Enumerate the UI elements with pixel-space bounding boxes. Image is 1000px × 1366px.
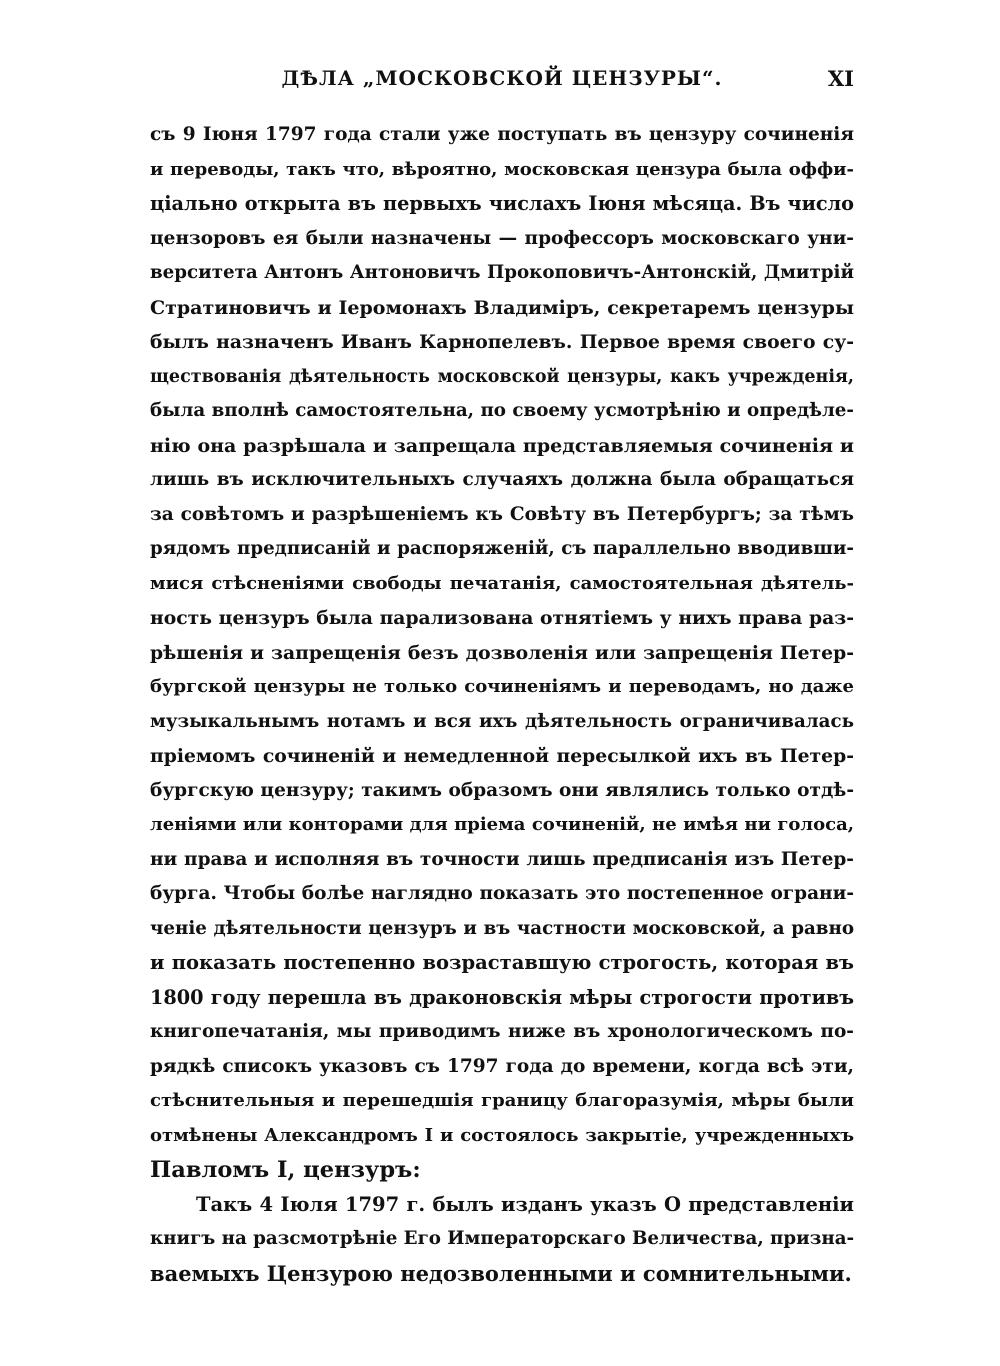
text-line: и переводы, такъ что, вѣроятно, московская цензура была оффи- — [150, 158, 854, 180]
text-line: 1800 году перешла въ драконовскія мѣры строгости противъ — [150, 985, 854, 1009]
text-line: бургской цензуры не только сочиненіямъ и переводамъ, но даже — [150, 676, 854, 697]
text-line: мися стѣсненіями свободы печатанія, самостоятельная дѣятель- — [150, 572, 854, 594]
text-line: лишь въ исключительныхъ случаяхъ должна была обращаться — [150, 469, 854, 490]
text-line: Такъ 4 Іюля 1797 г. былъ изданъ указъ О представленіи — [196, 1192, 854, 1216]
text-line: Павломъ I, цензуръ: — [150, 1157, 421, 1183]
text-line: пріемомъ сочиненій и немедленной пересылкой ихъ въ Петер- — [150, 745, 854, 767]
text-line: рядкѣ списокъ указовъ съ 1797 года до времени, когда всѣ эти, — [150, 1055, 854, 1077]
text-line: за совѣтомъ и разрѣшеніемъ къ Совѣту въ Петербургъ; за тѣмъ — [150, 503, 854, 525]
text-line: ни права и исполняя въ точности лишь предписанія изъ Петер- — [150, 848, 854, 870]
text-line: отмѣнены Александромъ I и состоялось закрытіе, учрежденныхъ — [150, 1124, 854, 1146]
text-line: была вполнѣ самостоятельна, по своему усмотрѣнію и опредѣле- — [150, 400, 854, 421]
paragraph-1 — [150, 118, 854, 1188]
text-line: нію она разрѣшала и запрещала представляемыя сочиненія и — [150, 434, 854, 457]
text-line: ность цензуръ была парализована отнятіемъ у нихъ права раз- — [150, 607, 854, 629]
text-line: рядомъ предписаній и распоряженій, съ параллельно вводивши- — [150, 538, 854, 559]
text-line: ществованія дѣятельность московской цензуры, какъ учрежденія, — [150, 366, 854, 387]
text-line: ціально открыта въ первыхъ числахъ Іюня мѣсяца. Въ число — [150, 192, 854, 215]
text-line: бургскую цензуру; такимъ образомъ они являлись только отдѣ- — [150, 779, 854, 801]
text-line: ченіе дѣятельности цензуръ и въ частности московской, а равно — [150, 917, 854, 939]
body-text — [150, 118, 854, 1291]
text-line: съ 9 Іюня 1797 года стали уже поступать въ цензуру сочиненія — [150, 124, 854, 145]
text-line: книгъ на разсмотрѣніе Его Императорскаго Величества, призна- — [150, 1228, 855, 1249]
text-line: леніями или конторами для пріема сочиненій, не имѣя ни голоса, — [150, 814, 854, 835]
text-line: ваемыхъ Цензурою недозволенными и сомнительными. — [150, 1260, 852, 1286]
text-line: былъ назначенъ Иванъ Карнопелевъ. Первое время своего су- — [150, 331, 854, 353]
text-line: и показать постепенно возраставшую строгость, которая въ — [150, 951, 854, 974]
text-line: цензоровъ ея были назначены — профессоръ московскаго уни- — [150, 227, 854, 249]
paragraph-2 — [150, 1188, 854, 1292]
text-line: книгопечатанія, мы приводимъ ниже въ хронологическомъ по- — [150, 1021, 854, 1042]
text-line: стѣснительныя и перешедшія границу благоразумія, мѣры были — [150, 1090, 854, 1111]
text-line: рѣшенія и запрещенія безъ дозволенія или запрещенія Петер- — [150, 641, 854, 664]
text-line: Стратиновичъ и Іеромонахъ Владиміръ, секретаремъ цензуры — [150, 296, 854, 319]
text-line: бурга. Чтобы болѣе наглядно показать это постепенное ограни- — [150, 883, 854, 904]
text-line: музыкальнымъ нотамъ и вся ихъ дѣятельность ограничивалась — [150, 710, 854, 732]
text-line: верситета Антонъ Антоновичъ Прокоповичъ-Антонскій, Дмитрій — [150, 262, 854, 283]
running-title: ДѢЛА „МОСКОВСКОЙ ЦЕНЗУРЫ“. — [281, 66, 723, 90]
page-number: XI — [827, 66, 854, 91]
running-head — [150, 66, 854, 100]
